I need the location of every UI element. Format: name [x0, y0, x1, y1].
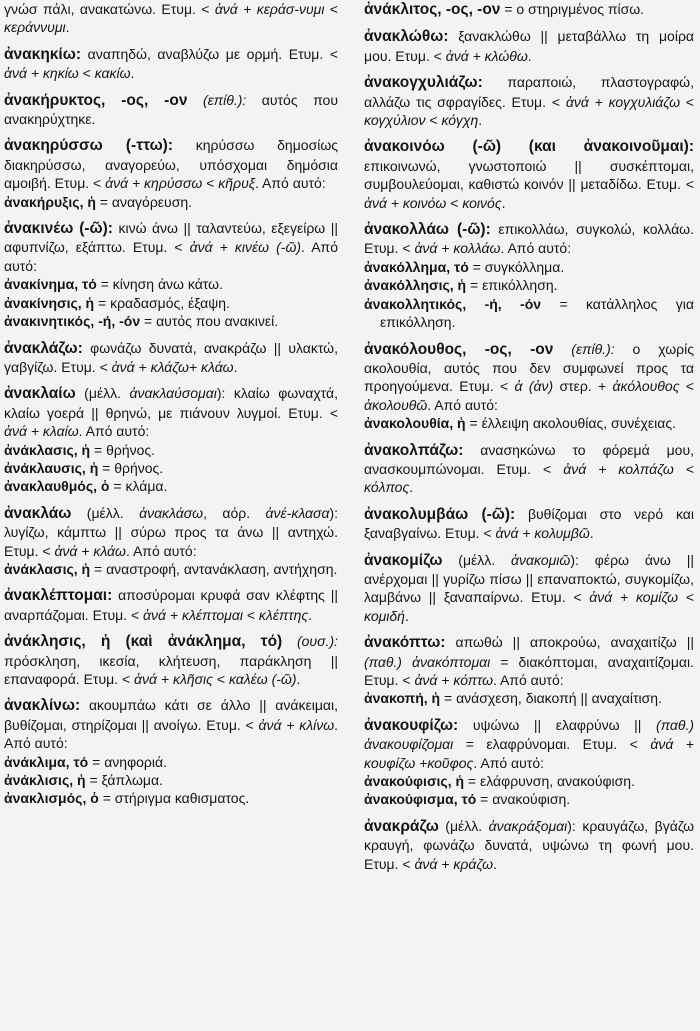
subentry: ἀνακίνησις, ἡ = κραδασμός, έξαψη.: [4, 294, 230, 311]
entry-anakeryktos: ἀνακήρυκτος, -ος, -ον (επίθ.): αυτός που ανακηρύχτηκε.: [4, 91, 338, 128]
subentry: ἀνακλισμός, ὁ = στήριγμα καθισματος.: [4, 790, 250, 807]
entry-anakleptomai: ἀνακλέπτομαι: αποσύρομαι κρυφά σαν κλέφτης || αναρπάζομαι. Ετυμ. < ἀνά + κλέπτομαι < κλέπτης.: [4, 587, 339, 623]
subentry: ἀνακούφισις, ἡ = ελάφρυνση, ανακούφιση.: [364, 773, 635, 790]
entry-anaklesis: ἀνάκλησις, ἡ (καὶ ἀνάκλημα, τό) (ουσ.): πρόσκληση, ικεσία, κλήτευση, παράκληση || επαναφορά. Ετυμ. < ἀνά + κλῆσις < καλέω (-ῶ).: [4, 633, 338, 687]
entry-anakekio: ἀνακηκίω: αναπηδώ, αναβλύζω με ορμή. Ετυμ. < ἀνά + κηκίω < κακίω.: [4, 45, 338, 82]
headword: ἀνακόλουθος, -ος, -ον: [364, 340, 554, 358]
headword: ἀνακολυμβάω (-ῶ):: [364, 505, 516, 523]
subentry: ἀνάκλαυσις, ἡ = θρήνος.: [4, 459, 164, 476]
entry-anakerysso: ἀνακηρύσσω (-ττω): κηρύσσω δημοσίως διακηρύσσω, αναγορεύω, υπόσχομαι δημόσια αμοιβή. Ετυμ. < ἀνά + κηρύσσω < κῆρυξ. Από αυτό: ἀνακήρυξις, ἡ = αναγόρευση.: [4, 137, 338, 210]
entry-anakopto: ἀνακόπτω: απωθώ || αποκρούω, αναχαιτίζω || (παθ.) ἀνακόπτομαι = διακόπτομαι, αναχαιτίζομαι. Ετυμ. < ἀνά + κόπτω. Από αυτό: ἀνακοπή, ἡ = ανάσχεση, διακοπή || αναχαίτιση.: [364, 634, 695, 707]
right-column: [364, 0, 694, 881]
headword: ἀνακλίνω:: [4, 697, 81, 715]
subentry: ἀνακόλλημα, τό = συγκόλλημα.: [364, 258, 565, 275]
headword: ἀνακηρύσσω (-ττω):: [4, 137, 174, 155]
entry-anakoufizo: ἀνακουφίζω: υψώνω || ελαφρύνω || (παθ.) ἀνακουφίζομαι = ελαφρύνομαι. Ετυμ. < ἀνά + κουφίζω +κοῦφος. Από αυτό: ἀνακούφισις, ἡ = ελάφρυνση, ανακούφιση. ἀνακούφισμα, τό = ανακούφιση.: [364, 716, 695, 808]
entry-anakogchyliazo: ἀνακογχυλιάζω: παραποιώ, πλαστογραφώ, αλλάζω τις σφραγίδες. Ετυμ. < ἀνά + κογχυλιάζω < κογχύλιον < κόγχη.: [364, 74, 694, 129]
subentry: ἀνακλαυθμός, ὁ = κλάμα.: [4, 478, 168, 495]
entry-anaklino: ἀνακλίνω: ακουμπάω κάτι σε άλλο || ανάκειμαι, βυθίζομαι, στηρίζομαι || ανοίγω. Ετυμ. < ἀνά + κλίνω. Από αυτό: ἀνάκλιμα, τό = ανηφοριά. ἀνάκλισις, ἡ = ξάπλωμα. ἀνακλισμός, ὁ = στήριγμα καθισματος.: [4, 697, 338, 807]
continuation-fragment: γνώσ πάλι, ανακατώνω. Ετυμ. < ἀνά + κεράσ-νυμι < κεράννυμι.: [4, 1, 338, 36]
headword: ἀνακόπτω:: [364, 634, 446, 652]
headword: ἀνακηκίω:: [4, 45, 81, 63]
subentry: ἀνακούφισμα, τό = ανακούφιση.: [364, 791, 571, 808]
headword: ἀνάκλησις, ἡ (καὶ ἀνάκλημα, τό): [4, 633, 283, 651]
subentry: ἀνακολλητικός, -ή, -όν = κατάλληλος για επικόλληση.: [364, 295, 695, 331]
headword: ἀνακλάζω:: [4, 339, 83, 357]
entry-anakolymbao: ἀνακολυμβάω (-ῶ): βυθίζομαι στο νερό και ξαναβγαίνω. Ετυμ. < ἀνά + κολυμβῶ.: [364, 505, 694, 542]
entry-anaklotho: ἀνακλώθω: ξανακλώθω || μεταβάλλω τη μοίρα μου. Ετυμ. < ἀνά + κλώθω.: [364, 28, 694, 64]
subentry: ἀνακήρυξις, ἡ = αναγόρευση.: [4, 193, 193, 210]
headword: ἀνακολπάζω:: [364, 441, 464, 459]
headword: ἀνακλώθω:: [364, 28, 449, 46]
subentry: ἀνάκλασις, ἡ = αναστροφή, αντανάκλαση, αντήχηση.: [4, 560, 338, 577]
headword: ἀνάκλιτος, -ος, -ον: [364, 1, 501, 18]
headword: ἀνακλαίω: [4, 385, 76, 403]
subentry: ἀνάκλισις, ἡ = ξάπλωμα.: [4, 772, 163, 789]
entry-anakomizo: ἀνακομίζω (μέλλ. ἀνακομιῶ): φέρω άνω || ανέρχομαι || γυρίζω πίσω || επαναποκτώ, συγκομίζω, λαμβάνω || ξαναπαίρνω. Ετυμ. < ἀνά + κομίζω < κομιδή.: [364, 551, 695, 624]
headword: ἀνακράζω: [364, 817, 439, 835]
entry-anakineo: ἀνακινέω (-ῶ): κινώ άνω || ταλαντεύω, εξεγείρω || αφυπνίζω, εξάπτω. Ετυμ. < ἀνά + κινέω (-ῶ). Από αυτό: ἀνακίνημα, τό = κίνηση άνω κάτω. ἀνακίνησις, ἡ = κραδασμός, έξαψη. ἀνακινητικός, -ή, -όν = αυτός που ανακινεί.: [4, 220, 338, 330]
headword: ἀνακινέω (-ῶ):: [4, 220, 113, 238]
entry-anaklitos: ἀνάκλιτος, -ος, -ον = ο στηριγμένος πίσω.: [364, 1, 645, 18]
headword: ἀνακήρυκτος, -ος, -ον: [4, 91, 188, 109]
entry-anakolouthos: ἀνακόλουθος, -ος, -ον (επίθ.): ο χωρίς ακολουθία, αυτός που δεν συμφωνεί προς τα προηγούμενα. Ετυμ. < ἀ (ἀν) στερ. + ἀκόλουθος < ἀκολουθῶ. Από αυτό: ἀνακολουθία, ἡ = έλλειψη ακολουθίας, συνέχειας.: [364, 340, 694, 432]
headword: ἀνακοινόω (-ῶ) (και ἀνακοινοῦμαι):: [364, 138, 694, 156]
subentry: ἀνακολουθία, ἡ = έλλειψη ακολουθίας, συνέχειας.: [364, 415, 676, 432]
headword: ἀνακουφίζω:: [364, 716, 459, 734]
entry-anaklao: ἀνακλάω (μέλλ. ἀνακλάσω, αόρ. ἀνέ-κλασα): λυγίζω, κάμπτω || σύρω προς τα άνω || αντηχώ. Ετυμ. < ἀνά + κλάω. Από αυτό: ἀνάκλασις, ἡ = αναστροφή, αντανάκλαση, αντήχηση.: [4, 504, 339, 577]
entry-anakrazo: ἀνακράζω (μέλλ. ἀνακράξομαι): κραυγάζω, βγάζω κραυγή, φωνάζω δυνατά, υψώνω τη φωνή μου. Ετυμ. < ἀνά + κράζω.: [364, 817, 694, 872]
left-column: [4, 0, 338, 816]
subentry: ἀνακίνημα, τό = κίνηση άνω κάτω.: [4, 276, 223, 293]
headword: ἀνακολλάω (-ῶ):: [364, 221, 491, 239]
headword: ἀνακομίζω: [364, 551, 443, 569]
entry-anakoinoo: ἀνακοινόω (-ῶ) (και ἀνακοινοῦμαι): επικοινωνώ, γνωστοποιώ || συσκέπτομαι, συμβουλεύομαι, καθιστώ κοινόν || μεταδίδω. Ετυμ. < ἀνά + κοινόω < κοινός.: [364, 138, 694, 211]
entry-anaklaio: ἀνακλαίω (μέλλ. ἀνακλαύσομαι): κλαίω φωναχτά, κλαίω γοερά || θρηνώ, με πιάνουν λυγμοί. Ετυμ. < ἀνά + κλαίω. Από αυτό: ἀνάκλασις, ἡ = θρήνος. ἀνάκλαυσις, ἡ = θρήνος. ἀνακλαυθμός, ὁ = κλάμα.: [4, 385, 338, 495]
headword: ἀνακλάω: [4, 504, 72, 522]
subentry: ἀνακοπή, ἡ = ανάσχεση, διακοπή || αναχαίτιση.: [364, 690, 662, 707]
subentry: ἀνάκλιμα, τό = ανηφοριά.: [4, 753, 167, 770]
entry-anakollao: ἀνακολλάω (-ῶ): επικολλάω, συγκολώ, κολλάω. Ετυμ. < ἀνά + κολλάω. Από αυτό: ἀνακόλλημα, τό = συγκόλλημα. ἀνακόλλησις, ἡ = επικόλληση. ἀνακολλητικός, -ή, -όν = κατάλληλος για επικόλληση.: [364, 221, 695, 331]
subentry: ἀνάκλασις, ἡ = θρήνος.: [4, 441, 156, 458]
headword: ἀνακλέπτομαι:: [4, 587, 113, 605]
headword: ἀνακογχυλιάζω:: [364, 74, 483, 92]
entry-anakolpazo: ἀνακολπάζω: ανασηκώνω το φόρεμά μου, ανασκουμπώνομαι. Ετυμ. < ἀνά + κολπάζω < κόλπος.: [364, 441, 694, 496]
subentry: ἀνακινητικός, -ή, -όν = αυτός που ανακινεί.: [4, 313, 279, 330]
entry-anaklazo: ἀνακλάζω: φωνάζω δυνατά, ανακράζω || υλακτώ, γαβγίζω. Ετυμ. < ἀνά + κλάζω+ κλάω.: [4, 339, 339, 375]
subentry: ἀνακόλλησις, ἡ = επικόλληση.: [364, 277, 558, 294]
